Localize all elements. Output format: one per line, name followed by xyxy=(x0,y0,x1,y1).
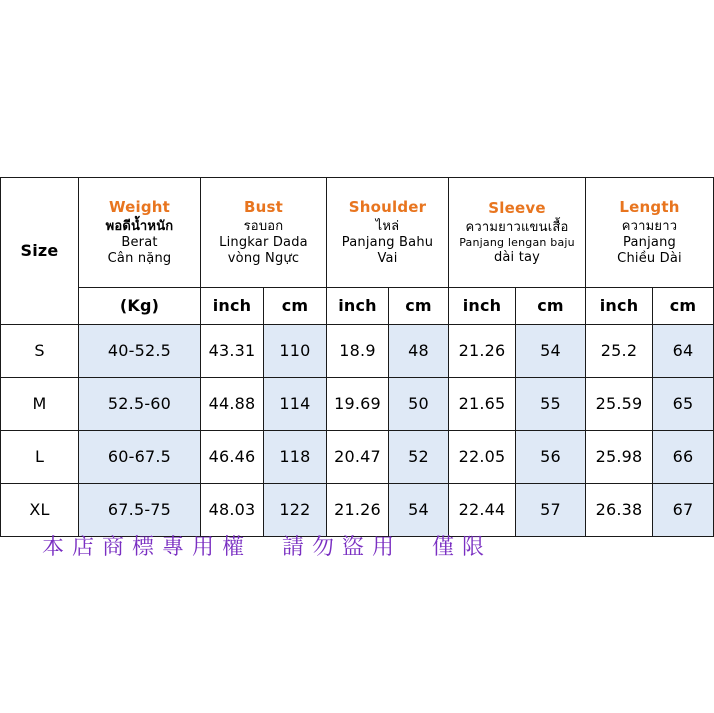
bust-cm-cell: 122 xyxy=(264,484,327,537)
shoulder-header-th: ไหล่ xyxy=(375,218,400,234)
length-unit-inch: inch xyxy=(586,288,653,325)
sleeve-cm-cell: 56 xyxy=(516,431,586,484)
table-row xyxy=(1,431,714,484)
bust-cm-cell: 118 xyxy=(264,431,327,484)
sleeve-header-vi: dài tay xyxy=(493,249,541,265)
shoulder-inch-cell: 20.47 xyxy=(327,431,389,484)
shoulder-header-en: Shoulder xyxy=(348,197,427,216)
size-cell: L xyxy=(1,431,79,484)
shoulder-unit-cm: cm xyxy=(389,288,449,325)
bust-inch-cell: 46.46 xyxy=(201,431,264,484)
shoulder-inch-cell: 18.9 xyxy=(327,325,389,378)
sleeve-cm-cell: 57 xyxy=(516,484,586,537)
bust-header-vi: vòng Ngực xyxy=(227,251,300,266)
sleeve-inch-cell: 22.05 xyxy=(449,431,516,484)
bust-header-id: Lingkar Dada xyxy=(219,234,308,250)
length-cm-cell: 64 xyxy=(653,325,714,378)
size-cell: XL xyxy=(1,484,79,537)
shoulder-cm-cell: 50 xyxy=(389,378,449,431)
bust-header-th: รอบอก xyxy=(243,218,284,234)
weight-cell: 52.5-60 xyxy=(79,378,201,431)
sleeve-unit-cm: cm xyxy=(516,288,586,325)
bust-inch-cell: 44.88 xyxy=(201,378,264,431)
sleeve-header-en: Sleeve xyxy=(488,199,546,217)
length-header-en: Length xyxy=(619,197,680,216)
length-inch-cell: 25.59 xyxy=(586,378,653,431)
shoulder-header xyxy=(327,178,449,288)
sleeve-inch-cell: 22.44 xyxy=(449,484,516,537)
bust-header xyxy=(201,178,327,288)
sleeve-inch-cell: 21.26 xyxy=(449,325,516,378)
sleeve-cm-cell: 55 xyxy=(516,378,586,431)
weight-header-vi: Cân nặng xyxy=(107,251,172,266)
header-row xyxy=(1,178,714,288)
weight-header xyxy=(79,178,201,288)
length-header-id: Panjang xyxy=(623,234,676,250)
bust-header-en: Bust xyxy=(243,197,283,216)
sleeve-unit-inch: inch xyxy=(449,288,516,325)
watermark-text-inner: 本店商標專用權 請勿盜用 僅限 xyxy=(42,535,493,560)
bust-unit-cm: cm xyxy=(264,288,327,325)
weight-cell: 60-67.5 xyxy=(79,431,201,484)
shoulder-cm-cell: 52 xyxy=(389,431,449,484)
table-row xyxy=(1,325,714,378)
length-inch-cell: 25.98 xyxy=(586,431,653,484)
length-inch-cell: 25.2 xyxy=(586,325,653,378)
sleeve-header-id: Panjang lengan baju xyxy=(459,236,575,249)
shoulder-cm-cell: 54 xyxy=(389,484,449,537)
bust-cm-cell: 110 xyxy=(264,325,327,378)
unit-row xyxy=(1,288,714,325)
length-header-th: ความยาว xyxy=(621,218,678,234)
length-cm-cell: 65 xyxy=(653,378,714,431)
length-header xyxy=(586,178,714,288)
shoulder-unit-inch: inch xyxy=(327,288,389,325)
weight-header-en: Weight xyxy=(108,197,171,216)
size-cell: M xyxy=(1,378,79,431)
length-header-vi: Chiều Dài xyxy=(617,251,682,266)
table-row xyxy=(1,378,714,431)
weight-unit: (Kg) xyxy=(79,288,201,325)
weight-cell: 40-52.5 xyxy=(79,325,201,378)
size-cell: S xyxy=(1,325,79,378)
weight-cell: 67.5-75 xyxy=(79,484,201,537)
bust-inch-cell: 43.31 xyxy=(201,325,264,378)
length-cm-cell: 67 xyxy=(653,484,714,537)
watermark-text xyxy=(42,528,642,560)
weight-header-th: พอดีน้ำหนัก xyxy=(105,218,174,234)
size-header: Size xyxy=(1,178,79,325)
bust-unit-inch: inch xyxy=(201,288,264,325)
length-inch-cell: 26.38 xyxy=(586,484,653,537)
shoulder-cm-cell: 48 xyxy=(389,325,449,378)
sleeve-header-th: ความยาวแขนเสื้อ xyxy=(465,219,569,235)
length-cm-cell: 66 xyxy=(653,431,714,484)
length-unit-cm: cm xyxy=(653,288,714,325)
shoulder-header-vi: Vai xyxy=(377,251,398,266)
size-chart-table xyxy=(0,177,714,537)
sleeve-cm-cell: 54 xyxy=(516,325,586,378)
bust-inch-cell: 48.03 xyxy=(201,484,264,537)
sleeve-inch-cell: 21.65 xyxy=(449,378,516,431)
weight-header-id: Berat xyxy=(121,234,158,250)
shoulder-inch-cell: 21.26 xyxy=(327,484,389,537)
shoulder-inch-cell: 19.69 xyxy=(327,378,389,431)
bust-cm-cell: 114 xyxy=(264,378,327,431)
shoulder-header-id: Panjang Bahu xyxy=(341,234,434,250)
sleeve-header xyxy=(449,178,586,288)
